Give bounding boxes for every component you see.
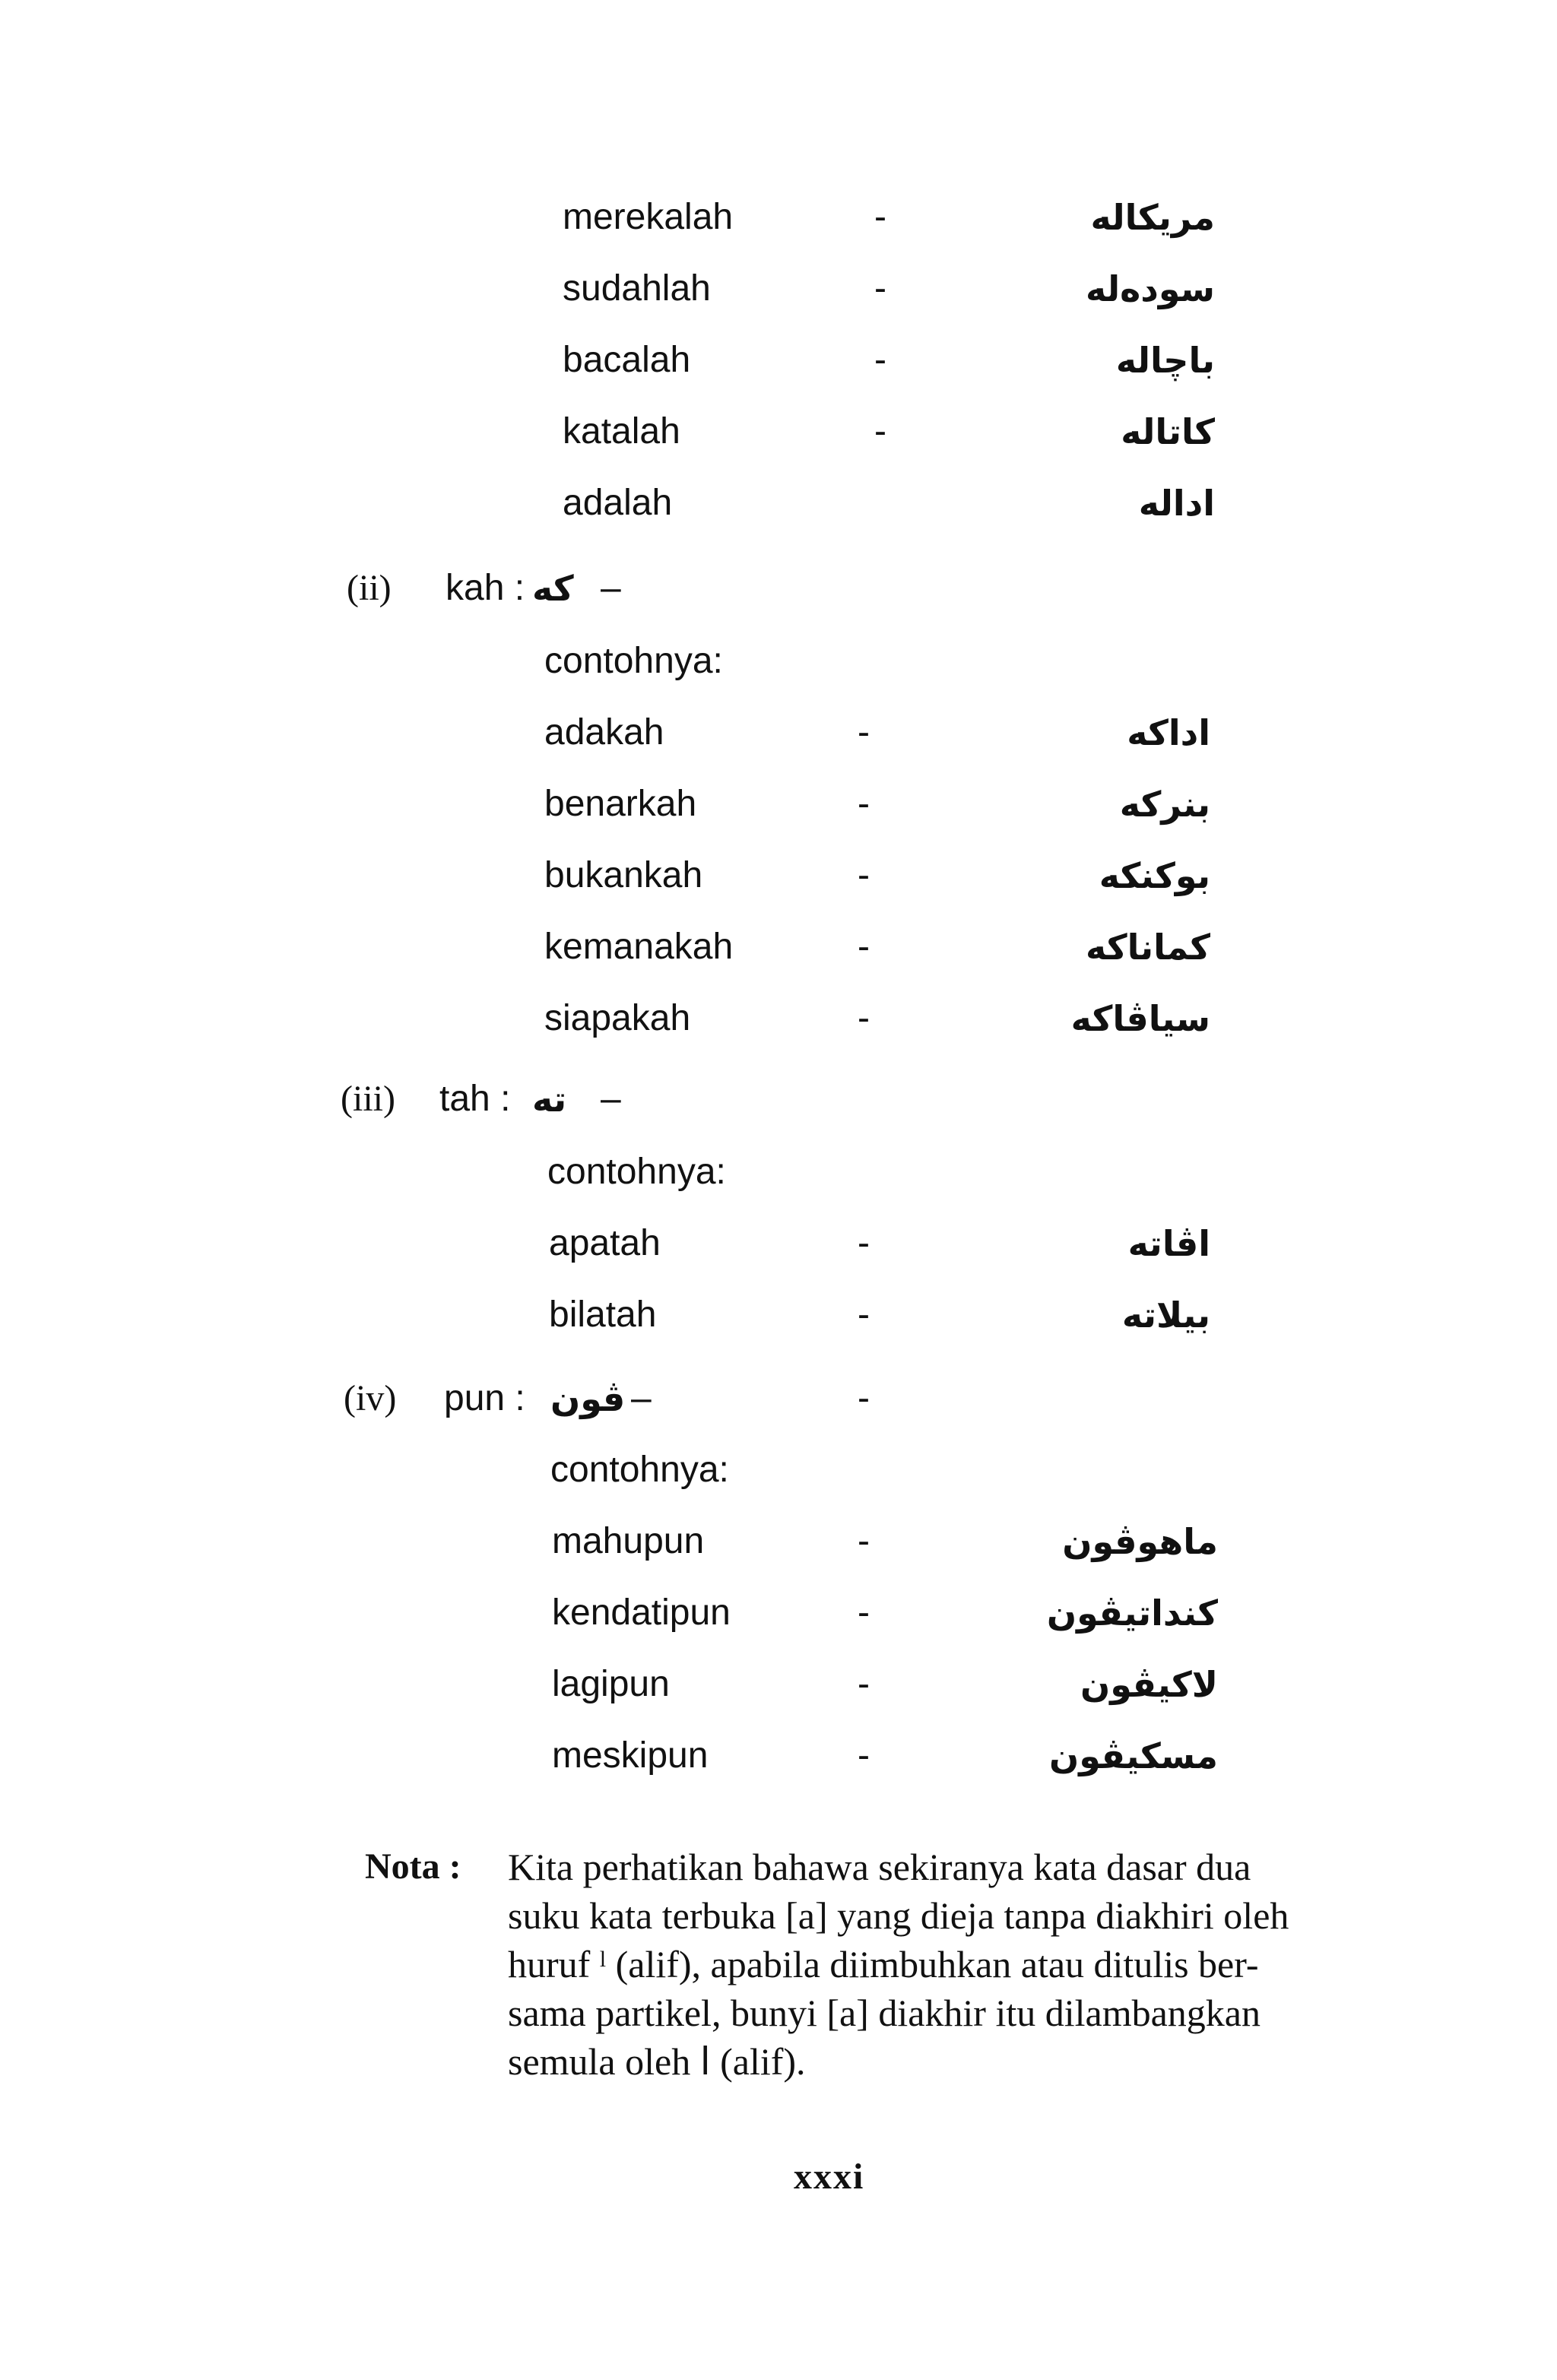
latin-word: bacalah: [563, 340, 691, 380]
jawi-word: کنداتيڤون: [1046, 1592, 1218, 1634]
jawi-word: مسکيڤون: [1048, 1735, 1218, 1776]
latin-word: sudahlah: [563, 268, 711, 309]
section-marker: (iv): [344, 1378, 397, 1418]
separator-dash: -: [874, 197, 886, 237]
latin-word: lagipun: [552, 1664, 670, 1704]
particle-jawi: ڤون: [550, 1378, 626, 1419]
note-line: sama partikel, bunyi [a] diakhir itu dilambangkan: [508, 1992, 1261, 2034]
note-label: Nota :: [365, 1846, 461, 1887]
separator-dash: -: [858, 1295, 870, 1335]
section-marker: (iii): [341, 1079, 395, 1119]
example-label: contohnya:: [547, 1152, 726, 1192]
separator-dash: -: [858, 855, 870, 895]
note-line: huruf ˡ (alif), apabila diimbuhkan atau ditulis ber-: [508, 1943, 1259, 1985]
jawi-word: کاتاله: [1121, 411, 1215, 452]
particle-dash: –: [631, 1378, 652, 1418]
particle-jawi: که: [532, 568, 574, 609]
latin-word: benarkah: [544, 784, 697, 824]
particle-label: tah :: [439, 1079, 511, 1119]
latin-word: siapakah: [544, 998, 691, 1038]
note-line: semula oleh ا (alif).: [508, 2040, 806, 2083]
particle-jawi: ته: [532, 1079, 567, 1120]
separator-dash: -: [874, 268, 886, 309]
latin-word: kendatipun: [552, 1592, 731, 1633]
jawi-word: اداکه: [1127, 712, 1210, 753]
note-text: [508, 1843, 1397, 2086]
separator-dash: -: [858, 998, 870, 1038]
separator-dash: -: [858, 1735, 870, 1776]
jawi-word: سياڤاکه: [1070, 998, 1210, 1039]
latin-word: mahupun: [552, 1521, 705, 1561]
jawi-word: سوده‌له: [1085, 268, 1215, 309]
example-label: contohnya:: [550, 1450, 729, 1490]
latin-word: merekalah: [563, 197, 734, 237]
latin-word: adalah: [563, 483, 673, 523]
separator-dash: -: [858, 1592, 870, 1633]
separator-dash: -: [858, 1521, 870, 1561]
separator-dash: -: [858, 712, 870, 753]
page-number: xxxi: [794, 2157, 865, 2197]
jawi-word: بنرکه: [1119, 784, 1210, 825]
jawi-word: اڤاته: [1127, 1223, 1210, 1264]
jawi-word: بوکنکه: [1099, 855, 1210, 896]
jawi-word: کماناکه: [1085, 927, 1210, 968]
separator-dash: -: [858, 1378, 870, 1418]
jawi-word: بيلاته: [1121, 1295, 1210, 1336]
jawi-word: باچاله: [1115, 340, 1215, 381]
latin-word: bukankah: [544, 855, 703, 895]
note-line: suku kata terbuka [a] yang dieja tanpa diakhiri oleh: [508, 1894, 1289, 1937]
separator-dash: -: [858, 784, 870, 824]
note-line: Kita perhatikan bahawa sekiranya kata dasar dua: [508, 1846, 1251, 1888]
separator-dash: -: [874, 340, 886, 380]
latin-word: adakah: [544, 712, 664, 753]
separator-dash: -: [858, 1223, 870, 1263]
particle-label: kah :: [446, 568, 525, 608]
latin-word: apatah: [549, 1223, 661, 1263]
latin-word: bilatah: [549, 1295, 657, 1335]
separator-dash: -: [858, 927, 870, 967]
jawi-word: اداله: [1138, 483, 1215, 524]
latin-word: katalah: [563, 411, 680, 452]
latin-word: meskipun: [552, 1735, 709, 1776]
particle-label: pun :: [444, 1378, 525, 1418]
jawi-word: ماهوڤون: [1062, 1521, 1218, 1562]
jawi-word: مريکاله: [1090, 197, 1215, 238]
separator-dash: -: [858, 1664, 870, 1704]
particle-dash: –: [601, 568, 621, 608]
jawi-word: لاکيڤون: [1080, 1664, 1218, 1705]
particle-dash: –: [601, 1079, 621, 1119]
separator-dash: -: [874, 411, 886, 452]
example-label: contohnya:: [544, 641, 723, 681]
section-marker: (ii): [347, 568, 392, 608]
latin-word: kemanakah: [544, 927, 734, 967]
